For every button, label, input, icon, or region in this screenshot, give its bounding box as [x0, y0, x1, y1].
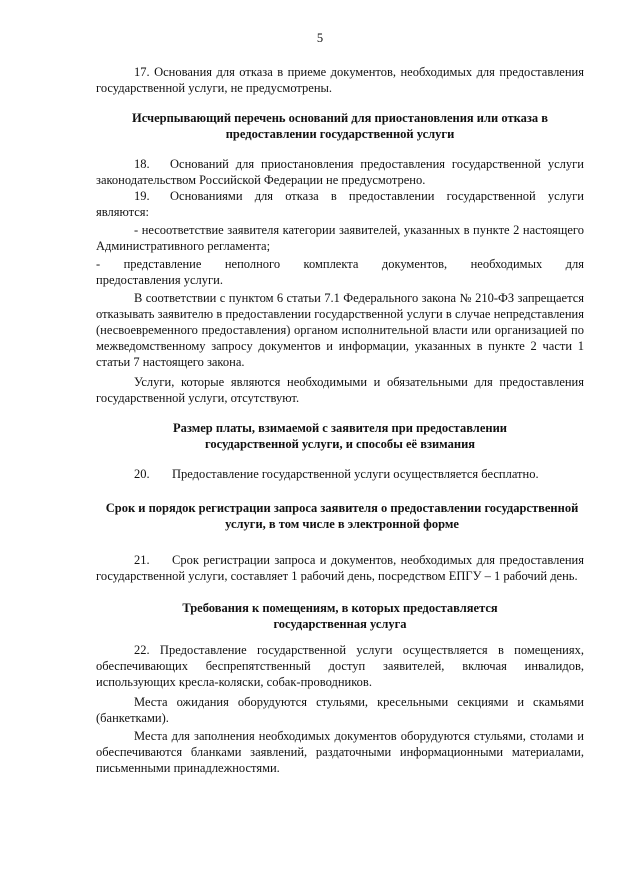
paragraph-required-services	[96, 374, 584, 406]
item-22	[96, 642, 584, 690]
page-number: 5	[316, 31, 324, 45]
paragraph-federal-law-text: В соответствии с пунктом 6 статьи 7.1 Федерального закона № 210-ФЗ запрещается отказывать заявителю в предоставлении государственной услуги в случае непредставления (несвоевременного предоставления) органом исполнительной власти или организацией по межведомственному запросу документов и информации, указанных в пункте 2 части 1 статьи 7 настоящего закона.	[96, 291, 584, 369]
item-20-text: Предоставление государственной услуги осуществляется бесплатно.	[172, 467, 539, 481]
item-18	[96, 156, 584, 188]
bullet-word: необходимых	[470, 257, 543, 271]
item-19-number: 19.	[134, 189, 150, 203]
bullet-incomplete-rest: предоставления услуги.	[96, 273, 223, 287]
paragraph-forms-text: Места для заполнения необходимых документов оборудуются стульями, столами и обеспечиваются бланками заявлений, раздаточными информационными материалами, письменными принадлежностями.	[96, 729, 584, 775]
bullet-word: для	[565, 257, 584, 271]
paragraph-federal-law	[96, 290, 584, 370]
heading-registration-line2: услуги, в том числе в электронной форме	[225, 517, 459, 531]
paragraph-waiting-text: Места ожидания оборудуются стульями, кресельными секциями и скамьями (банкетками).	[96, 695, 584, 725]
bullet-category-mismatch	[96, 222, 584, 254]
paragraph-forms-area	[96, 728, 584, 776]
heading-fee-line2: государственной услуги, и способы её взимания	[204, 437, 476, 451]
bullet-word: представление	[123, 257, 202, 271]
item-21-text: Срок регистрации запроса и документов, необходимых для предоставления государственной услуги, составляет 1 рабочий день, посредством ЕПГУ – 1 рабочий день.	[96, 553, 584, 583]
item-20	[96, 466, 584, 482]
heading-premises-line2: государственная услуга	[273, 617, 407, 631]
heading-grounds-refusal	[96, 110, 584, 142]
item-17-text: 17. Основания для отказа в приеме документов, необходимых для предоставления государственной услуги, не предусмотрены.	[96, 65, 584, 95]
heading-premises	[96, 600, 584, 632]
item-18-text: Оснований для приостановления предоставления государственной услуги законодательством Российской Федерации не предусмотрено.	[96, 157, 584, 187]
heading-premises-line1: Требования к помещениям, в которых предоставляется	[182, 601, 498, 615]
item-17	[96, 64, 584, 96]
paragraph-required-services-text: Услуги, которые являются необходимыми и обязательными для предоставления государственной услуги, отсутствуют.	[96, 375, 584, 405]
heading-grounds-line1: Исчерпывающий перечень оснований для приостановления или отказа в	[132, 111, 548, 125]
item-21-number: 21.	[134, 553, 150, 567]
item-19-text: Основаниями для отказа в предоставлении государственной услуги являются:	[96, 189, 584, 219]
item-21	[96, 552, 584, 584]
bullet-word: комплекта	[303, 257, 359, 271]
bullet-category-text: - несоответствие заявителя категории заявителей, указанных в пункте 2 настоящего Административного регламента;	[96, 223, 584, 253]
heading-fee	[96, 420, 584, 452]
item-22-text: 22. Предоставление государственной услуги осуществляется в помещениях, обеспечивающих беспрепятственный доступ заявителей, включая инвалидов, использующих кресла-коляски, собак-проводников.	[96, 643, 584, 689]
bullet-dash: -	[96, 257, 101, 271]
paragraph-waiting-area	[96, 694, 584, 726]
bullet-incomplete-set	[96, 256, 584, 288]
heading-registration	[92, 500, 592, 532]
item-19	[96, 188, 584, 220]
bullet-word: документов,	[381, 257, 448, 271]
item-20-number: 20.	[134, 467, 150, 481]
heading-fee-line1: Размер платы, взимаемой с заявителя при предоставлении	[173, 421, 507, 435]
bullet-incomplete-first-line	[96, 256, 584, 272]
item-18-number: 18.	[134, 157, 150, 171]
bullet-word: неполного	[224, 257, 281, 271]
heading-registration-line1: Срок и порядок регистрации запроса заявителя о предоставлении государственной	[105, 501, 579, 515]
heading-grounds-line2: предоставлении государственной услуги	[225, 127, 455, 141]
